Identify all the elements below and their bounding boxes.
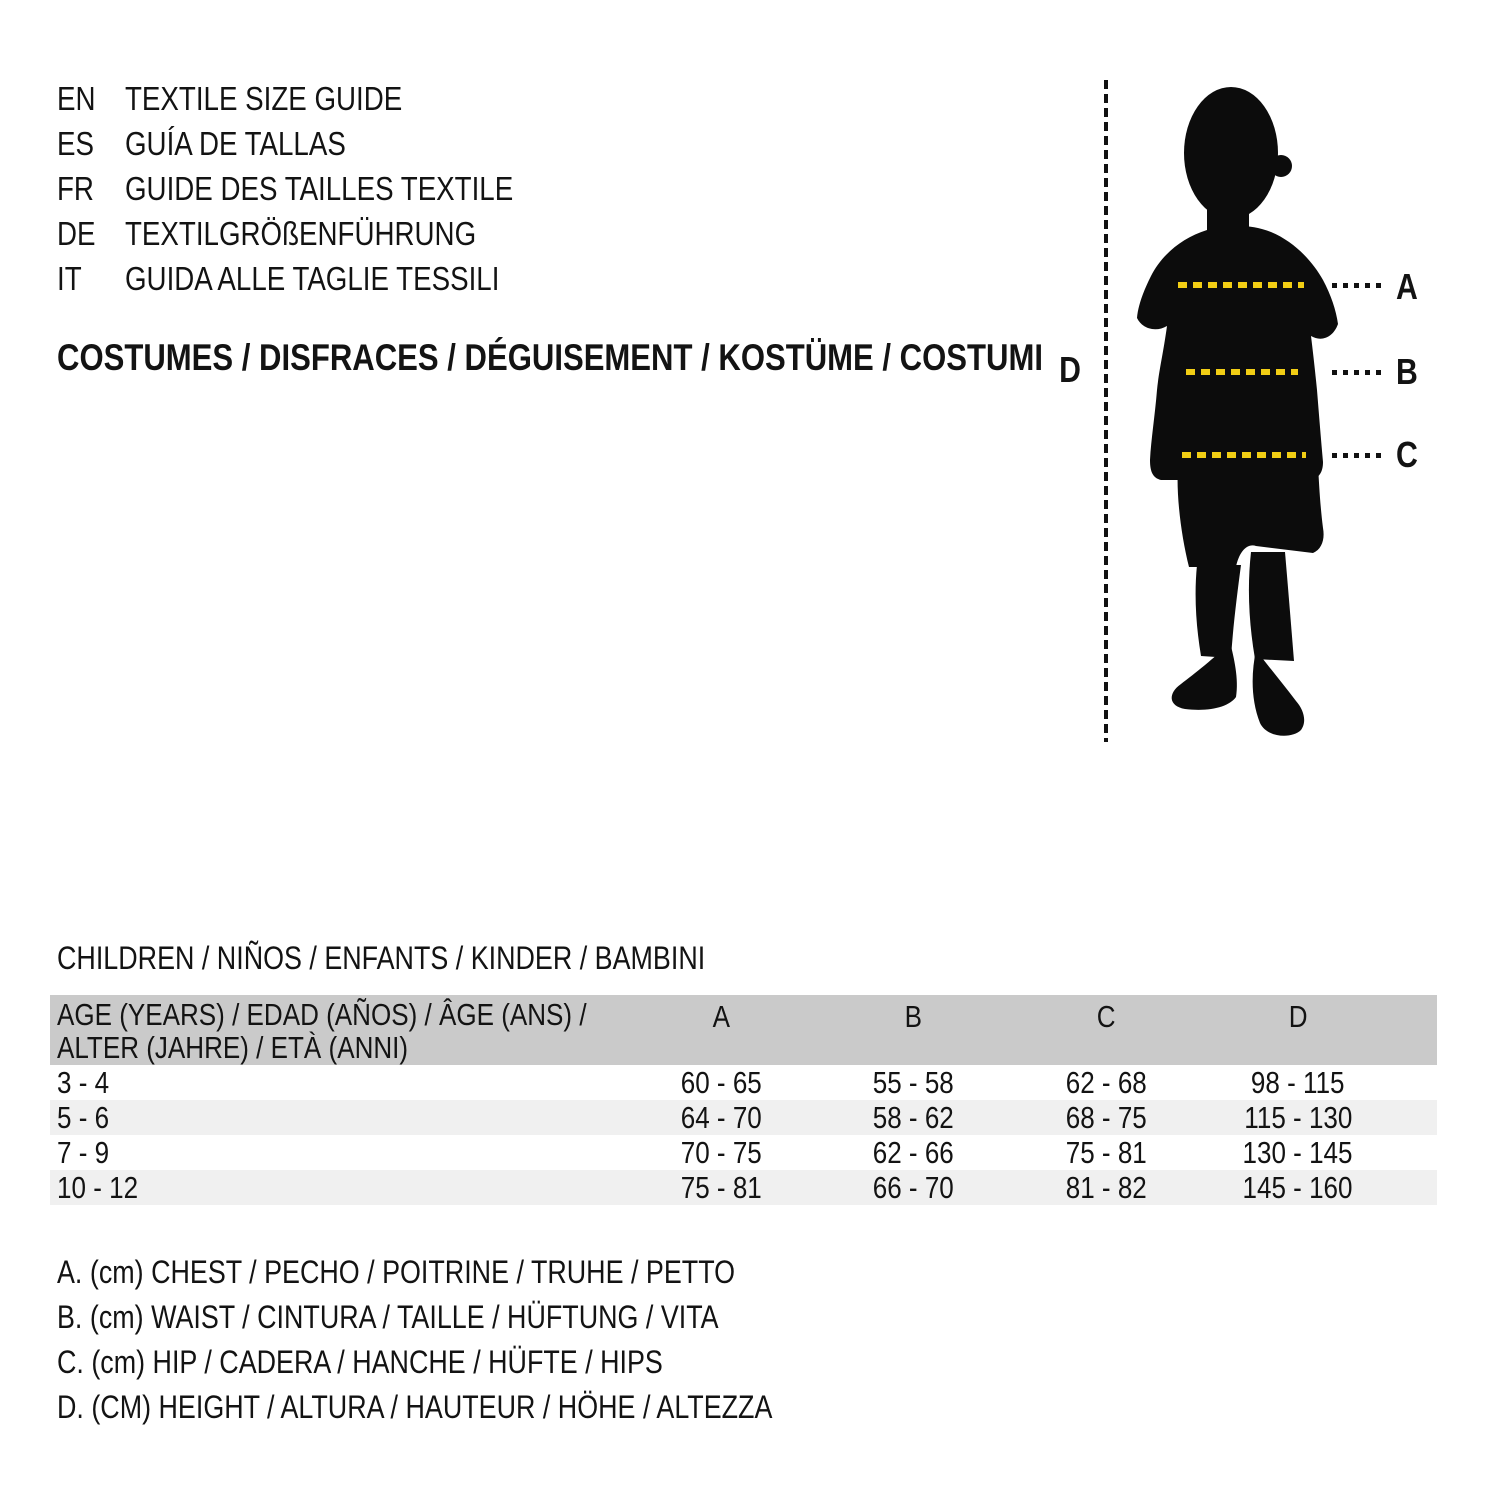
column-header-c: C [1096,999,1116,1034]
column-header-b: B [905,999,923,1034]
waist-connector-line [1332,370,1384,375]
language-guide-list [57,76,657,301]
hip-cell: 81 - 82 [1065,1170,1147,1205]
table-row [50,1170,1437,1205]
language-row-es [57,121,657,166]
height-dashed-line [1104,80,1108,742]
column-header-d: D [1288,999,1308,1034]
legend-chest: A. (cm) CHEST / PECHO / POITRINE / TRUHE / PETTO [57,1254,736,1290]
chest-cell: 64 - 70 [681,1100,763,1135]
language-code: FR [57,170,94,207]
chest-cell: 75 - 81 [681,1170,763,1205]
hip-cell: 68 - 75 [1065,1100,1147,1135]
age-cell: 3 - 4 [57,1065,110,1100]
column-header-a: A [712,999,731,1034]
child-silhouette [1133,80,1348,740]
age-cell: 5 - 6 [57,1100,110,1135]
measurement-legend [57,1250,909,1430]
height-cell: 115 - 130 [1243,1100,1352,1135]
legend-waist: B. (cm) WAIST / CINTURA / TAILLE / HÜFTUNG / VITA [57,1299,719,1335]
height-cell: 98 - 115 [1251,1065,1345,1100]
language-guide-title: GUIDE DES TAILLES TEXTILE [125,170,514,207]
hip-measure-line [1182,452,1306,458]
height-cell: 130 - 145 [1242,1135,1353,1170]
hip-connector-line [1332,453,1384,458]
hip-measure-label: C [1396,434,1418,475]
hip-cell: 62 - 68 [1065,1065,1147,1100]
language-row-en [57,76,657,121]
waist-measure-line [1186,369,1298,375]
height-measure-label: D [1059,349,1081,390]
language-code: ES [57,125,94,162]
table-row [50,1065,1437,1100]
table-section-title: CHILDREN / NIÑOS / ENFANTS / KINDER / BAMBINI [57,940,706,976]
height-cell: 145 - 160 [1242,1170,1353,1205]
language-code: IT [57,260,82,297]
silhouette-right-leg [1249,552,1294,661]
silhouette-right-shoe [1253,650,1305,736]
language-guide-title: GUÍA DE TALLAS [125,125,346,162]
chest-cell: 60 - 65 [681,1065,763,1100]
waist-cell: 62 - 66 [873,1135,955,1170]
language-code: EN [57,80,96,117]
waist-cell: 58 - 62 [873,1100,955,1135]
language-code: DE [57,215,96,252]
age-column-header: AGE (YEARS) / EDAD (AÑOS) / ÂGE (ANS) / ALTER (JAHRE) / ETÀ (ANNI) [57,997,587,1065]
language-guide-title: TEXTILE SIZE GUIDE [125,80,403,117]
silhouette-shorts [1178,465,1324,567]
chest-cell: 70 - 75 [681,1135,763,1170]
language-row-it [57,256,657,301]
language-guide-title: GUIDA ALLE TAGLIE TESSILI [125,260,500,297]
silhouette-shirt [1137,226,1338,480]
age-cell: 10 - 12 [57,1170,139,1205]
silhouette-ear [1270,155,1292,177]
silhouette-left-leg [1196,565,1241,658]
language-row-de [57,211,657,256]
age-cell: 7 - 9 [57,1135,110,1170]
hip-cell: 75 - 81 [1065,1135,1147,1170]
chest-measure-label: A [1396,266,1418,307]
chest-measure-line [1178,282,1304,288]
table-row [50,1135,1437,1170]
waist-cell: 66 - 70 [873,1170,955,1205]
legend-height: D. (CM) HEIGHT / ALTURA / HAUTEUR / HÖHE / ALTEZZA [57,1389,773,1425]
table-row [50,1100,1437,1135]
waist-cell: 55 - 58 [873,1065,955,1100]
chest-connector-line [1332,283,1384,288]
category-title: COSTUMES / DISFRACES / DÉGUISEMENT / KOSTÜME / COSTUMI [57,337,1043,378]
size-table [50,995,1437,1205]
legend-hip: C. (cm) HIP / CADERA / HANCHE / HÜFTE / HIPS [57,1344,663,1380]
waist-measure-label: B [1396,351,1418,392]
size-table-header [50,995,1437,1065]
language-row-fr [57,166,657,211]
language-guide-title: TEXTILGRÖßENFÜHRUNG [125,215,477,252]
